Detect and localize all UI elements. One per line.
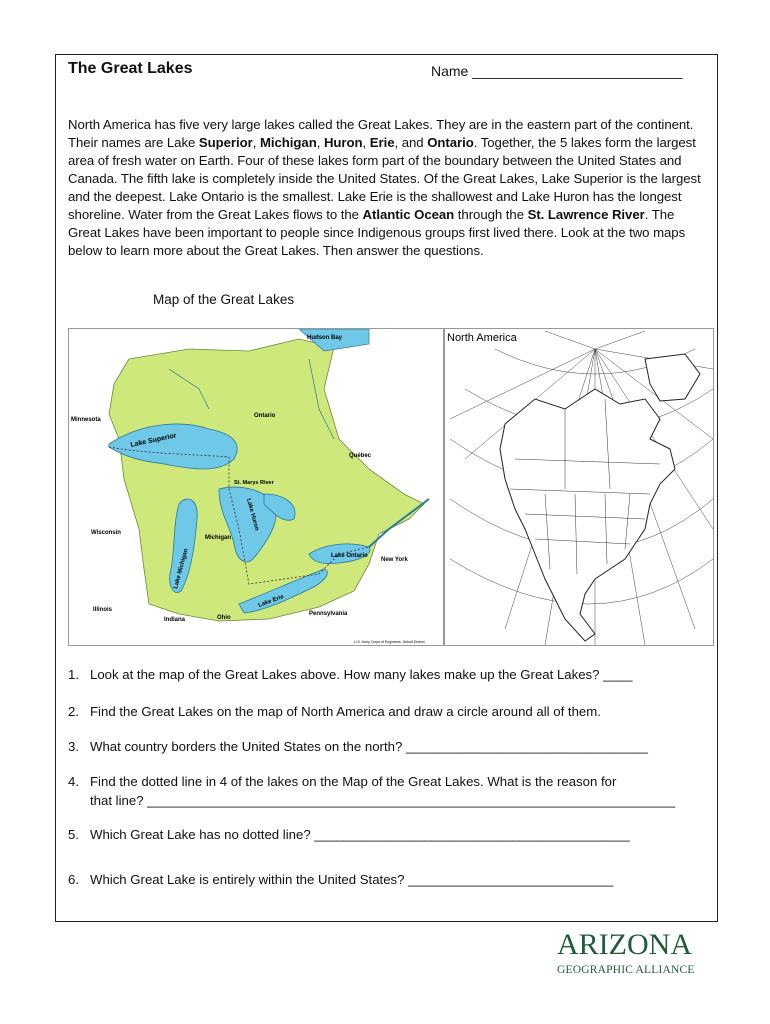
label-lake-huron: Lake Huron <box>245 497 260 532</box>
map-caption: Map of the Great Lakes <box>153 292 295 307</box>
name-field[interactable]: Name ___________________________ <box>431 63 683 79</box>
question-5 <box>68 825 714 844</box>
question-text: Find the dotted line in 4 of the lakes on the Map of the Great Lakes. What is the reason for <box>90 774 617 789</box>
question-4 <box>68 772 714 810</box>
label-new-york: New York <box>381 557 408 563</box>
question-number: 5. <box>68 827 79 842</box>
question-number: 3. <box>68 739 79 754</box>
north-america-map <box>444 328 714 646</box>
label-hudson-bay: Hudson Bay <box>307 335 343 341</box>
question-text[interactable]: Which Great Lake has no dotted line? ___________________________________________ <box>90 827 630 842</box>
label-illinois: Illinois <box>93 607 113 613</box>
question-number: 4. <box>68 774 79 789</box>
label-wisconsin: Wisconsin <box>91 530 121 536</box>
question-3 <box>68 737 714 756</box>
question-number: 1. <box>68 667 79 682</box>
question-text: Find the Great Lakes on the map of North America and draw a circle around all of them. <box>90 704 601 719</box>
question-text[interactable]: Which Great Lake is entirely within the United States? ____________________________ <box>90 872 614 887</box>
label-lake-erie: Lake Erie <box>257 594 285 609</box>
question-text[interactable]: What country borders the United States on the north? _________________________________ <box>90 739 648 754</box>
label-st-marys: St. Marys River <box>234 480 274 486</box>
label-quebec: Québec <box>349 453 372 459</box>
north-america-outline <box>500 389 675 641</box>
question-text[interactable]: Look at the map of the Great Lakes above. How many lakes make up the Great Lakes? ____ <box>90 667 633 682</box>
label-lake-michigan: Lake Michigan <box>173 548 190 590</box>
question-1 <box>68 665 714 684</box>
intro-paragraph: North America has five very large lakes called the Great Lakes. They are in the eastern part of the continent. Their names are Lake Superior, Michigan, Huron, Erie, and Ontario. Together, the 5 lakes form the largest area of fresh water on Earth. Four of these lakes form part of the boundary between the United States and Canada. The fifth lake is completely inside the United States. Of the Great Lakes, Lake Superior is the largest and the deepest. Lake Ontario is the smallest. Lake Erie is the shallowest and Lake Huron has the longest shoreline. Water from the Great Lakes flows to the Atlantic Ocean through the St. Lawrence River. The Great Lakes have been important to people since Indigenous groups first lived there. Look at the two maps below to learn more about the Great Lakes. Then answer the questions. <box>68 117 701 258</box>
arizona-geographic-alliance-logo <box>555 928 705 978</box>
label-indiana: Indiana <box>164 617 186 623</box>
question-text-continued[interactable]: that line? ________________________________________________________________________ <box>90 793 676 808</box>
label-lake-superior: Lake Superior <box>129 432 178 449</box>
label-minnesota: Minnesota <box>71 417 101 423</box>
question-2 <box>68 702 714 721</box>
label-pennsylvania: Pennsylvania <box>309 611 348 617</box>
label-ohio: Ohio <box>217 615 231 621</box>
question-6 <box>68 870 714 889</box>
page-title: The Great Lakes <box>68 60 193 77</box>
great-lakes-map <box>68 328 444 646</box>
label-ontario: Ontario <box>254 413 276 419</box>
na-map-title: North America <box>447 332 517 344</box>
logo-word: ARIZONA <box>557 928 692 961</box>
label-michigan: Michigan <box>205 535 232 541</box>
question-number: 2. <box>68 704 79 719</box>
logo-subtitle: GEOGRAPHIC ALLIANCE <box>557 964 695 976</box>
map-credit: U.S. Army Corps of Engineers, Detroit District <box>354 640 425 644</box>
label-lake-ontario: Lake Ontario <box>331 553 368 559</box>
question-number: 6. <box>68 872 79 887</box>
